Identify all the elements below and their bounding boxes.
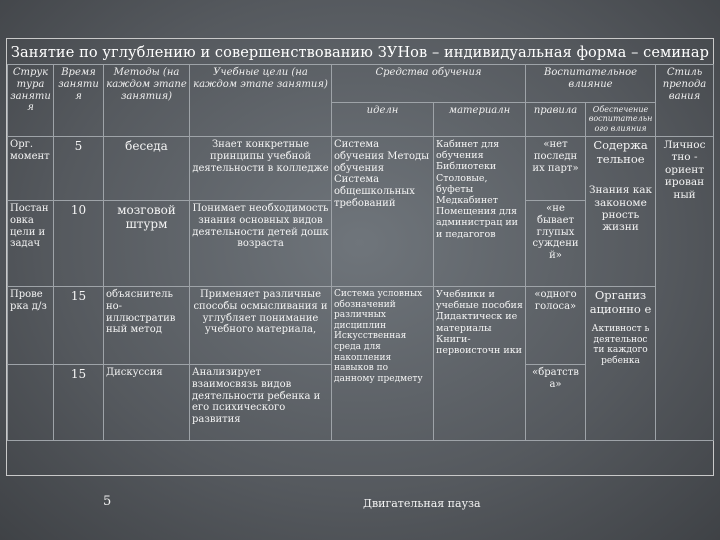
means-material-bottom: Учебники и учебные пособия Дидактическ ие материалы Книги-первоисточн ики (434, 287, 526, 441)
stage-cell: Орг. момент (8, 137, 54, 201)
support-item: Организ ационно е (589, 288, 652, 316)
goal-cell: Анализирует взаимосвязь видов деятельности ребенка и его психического развития (190, 365, 332, 441)
header-methods: Методы (на каждом этапе занятия) (104, 65, 190, 137)
page-number: 5 (103, 494, 112, 509)
style-cell: Личнос тно - ориент ирован ный (656, 137, 714, 441)
header-means: Средства обучения (332, 65, 526, 103)
means-material-top: Кабинет для обучения Библиотеки Столовые, буфеты Медкабинет Помещения для администрац ии и педагогов (434, 137, 526, 287)
means-ideal-bottom: Система условных обозначений различных дисциплин Искусственная среда для накопления навыков по данному предмету (332, 287, 434, 441)
time-cell: 10 (54, 201, 104, 287)
support-item: Знания как закономе рность жизни (588, 184, 653, 234)
support-block-bottom (586, 287, 656, 441)
method-cell: беседа (104, 137, 190, 201)
header-goals: Учебные цели (на каждом этапе занятия) (190, 65, 332, 137)
support-item: Содержа тельное (593, 138, 648, 166)
method-cell: объяснитель но-иллюстратив ный метод (104, 287, 190, 365)
header-style: Стиль препода вания (656, 65, 714, 137)
header-support: Обеспечение воспитательн ого влияния (586, 103, 656, 137)
pause-label: Двигательная пауза (363, 497, 481, 510)
method-cell: Дискуссия (104, 365, 190, 441)
means-ideal-top: Система обучения Методы обучения Система общешкольных требований (332, 137, 434, 287)
header-structure: Струк тура заняти я (8, 65, 54, 137)
rule-item: «не бывает глупых суждени й» (526, 201, 586, 287)
rule-item: «нет последн их парт» (526, 137, 586, 201)
time-cell: 5 (54, 137, 104, 201)
header-means-ideal: иделн (332, 103, 434, 137)
header-upbringing: Воспитательное влияние (526, 65, 656, 103)
rule-item: «одного голоса» (526, 287, 586, 365)
header-time: Время заняти я (54, 65, 104, 137)
goal-cell: Применяет различные способы осмысливания и углубляет понимание учебного материала, (190, 287, 332, 365)
support-item: Активност ь деятельнос ти каждого ребенка (591, 324, 650, 366)
lesson-table (7, 64, 714, 441)
stage-cell: Постан овка цели и задач (8, 201, 54, 287)
goal-cell: Знает конкретные принципы учебной деятельности в колледже (190, 137, 332, 201)
stage-cell: Прове рка д/з (8, 287, 54, 365)
slide-frame (6, 38, 714, 510)
slide-title: Занятие по углублению и совершенствованию ЗУНов – индивидуальная форма – семинар (10, 45, 710, 61)
header-means-material: материалн (434, 103, 526, 137)
rule-item: «братств а» (526, 365, 586, 441)
goal-cell: Понимает необходимость знания основных видов деятельности детей дошк возраста (190, 201, 332, 287)
time-cell: 15 (54, 365, 104, 441)
header-rules: правила (526, 103, 586, 137)
method-cell: мозговой штурм (104, 201, 190, 287)
support-block-top (586, 137, 656, 287)
stage-cell (8, 365, 54, 441)
time-cell: 15 (54, 287, 104, 365)
